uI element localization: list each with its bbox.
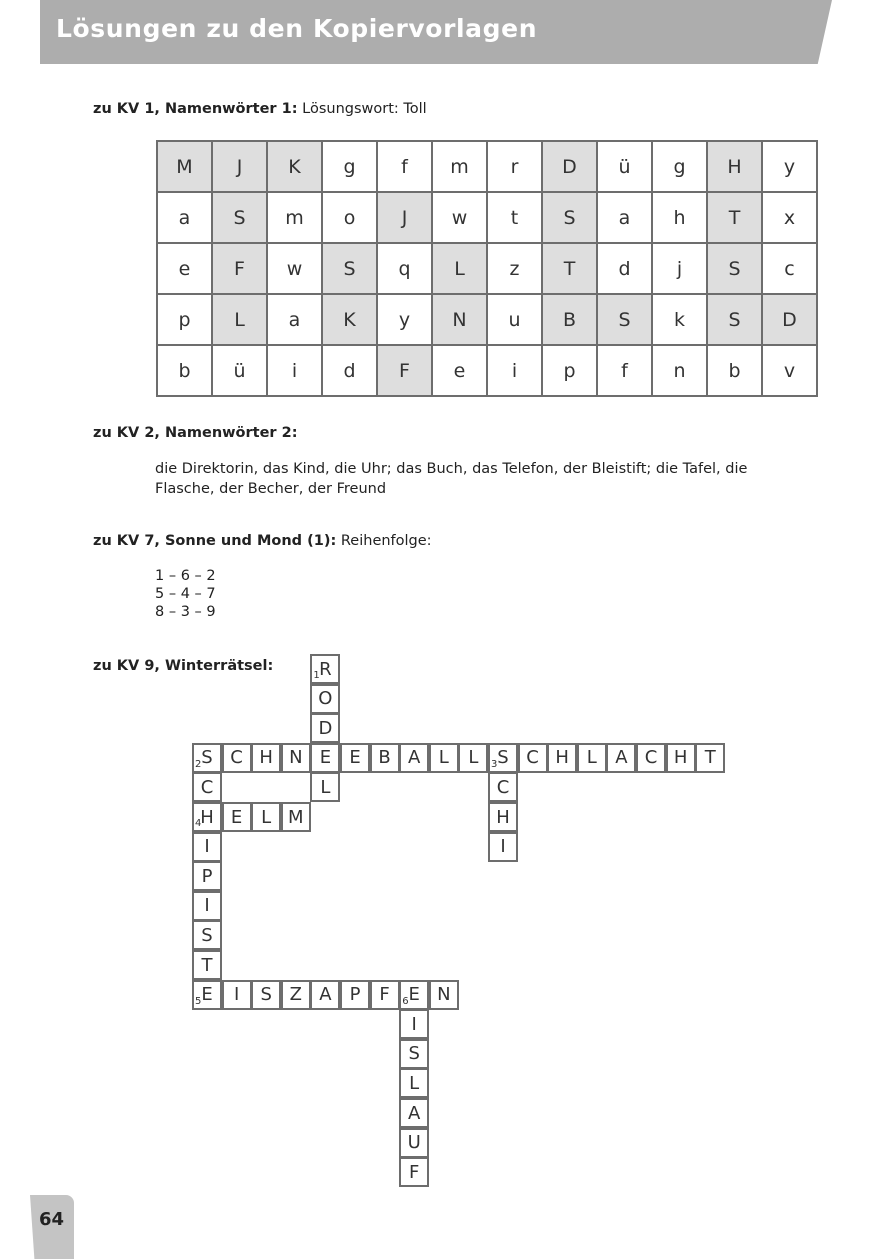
crossword-letter: S (260, 984, 272, 1006)
crossword-letter: E (319, 747, 332, 769)
grid-cell-highlighted: M (157, 141, 212, 192)
crossword-cell (222, 743, 252, 773)
grid-cell: v (762, 345, 817, 396)
crossword-cell (399, 1098, 429, 1128)
crossword-cell (310, 743, 340, 773)
crossword-cell (399, 1009, 429, 1039)
crossword-cell (281, 980, 311, 1010)
clue-number: 3 (491, 758, 498, 770)
crossword-letter: O (318, 688, 333, 710)
crossword-cell (547, 743, 577, 773)
crossword-cell (251, 743, 281, 773)
crossword-letter: E (230, 806, 243, 828)
clue-number: 1 (313, 670, 320, 681)
grid-cell-highlighted: B (542, 294, 597, 345)
grid-cell-highlighted: S (212, 192, 267, 243)
grid-cell: i (487, 345, 542, 396)
crossword-letter: I (233, 984, 240, 1006)
grid-cell-highlighted: T (707, 192, 762, 243)
grid-cell-highlighted: S (322, 243, 377, 294)
crossword-letter: P (201, 865, 213, 887)
crossword-letter: F (409, 1161, 420, 1183)
grid-cell-highlighted: K (322, 294, 377, 345)
crossword-letter: C (230, 747, 243, 769)
crossword-letter: F (379, 984, 390, 1006)
crossword-cell (606, 743, 636, 773)
grid-cell: p (542, 345, 597, 396)
crossword-letter: L (320, 776, 331, 798)
crossword-cell (192, 743, 222, 773)
grid-cell-highlighted: S (707, 243, 762, 294)
grid-cell: w (432, 192, 487, 243)
crossword-letter: Z (289, 984, 302, 1006)
clue-number: 6 (402, 995, 409, 1007)
crossword-letter: C (644, 747, 658, 769)
crossword-cell (192, 891, 222, 921)
grid-cell-highlighted: J (212, 141, 267, 192)
crossword-letter: H (673, 747, 688, 769)
grid-cell-highlighted: D (542, 141, 597, 192)
grid-cell-highlighted: N (432, 294, 487, 345)
crossword-letter: M (288, 806, 304, 828)
crossword-cell (222, 980, 252, 1010)
grid-cell: f (597, 345, 652, 396)
grid-cell: e (432, 345, 487, 396)
crossword-cell (636, 743, 666, 773)
grid-cell: a (157, 192, 212, 243)
crossword-cell (399, 1068, 429, 1098)
crossword-letter: T (201, 954, 213, 976)
grid-cell: z (487, 243, 542, 294)
grid-cell: w (267, 243, 322, 294)
kv2-heading-bold: zu KV 2, Namenwörter 2: (93, 425, 298, 441)
grid-cell: p (157, 294, 212, 345)
crossword-cell (429, 743, 459, 773)
crossword-letter: N (437, 984, 451, 1006)
kv9-heading-bold: zu KV 9, Winterrätsel: (93, 658, 274, 674)
page-title: Lösungen zu den Kopiervorlagen (56, 14, 538, 43)
page-number: 64 (39, 1209, 65, 1230)
grid-cell: k (652, 294, 707, 345)
crossword-cell (222, 802, 252, 832)
crossword-letter: I (500, 836, 506, 858)
crossword-letter: S (497, 747, 509, 769)
crossword-letter: R (319, 658, 332, 680)
crossword-letter: H (555, 747, 569, 769)
grid-cell: b (707, 345, 762, 396)
crossword-letter: L (586, 747, 597, 769)
crossword-cell (192, 920, 222, 950)
kv2-answer-text: die Direktorin, das Kind, die Uhr; das Buch, das Telefon, der Bleistift; die Tafel, die Flasche, der Becher, der Freund (155, 461, 748, 497)
crossword-letter: A (615, 747, 628, 769)
crossword-cell (310, 980, 340, 1010)
crossword-letter: H (496, 806, 510, 828)
grid-cell-highlighted: L (432, 243, 487, 294)
grid-cell: a (597, 192, 652, 243)
grid-cell: q (377, 243, 432, 294)
grid-cell-highlighted: F (212, 243, 267, 294)
grid-cell-highlighted: S (542, 192, 597, 243)
crossword-cell (458, 743, 488, 773)
grid-cell: h (652, 192, 707, 243)
crossword-cell (192, 832, 222, 862)
crossword-letter: E (201, 984, 213, 1006)
crossword-cell (192, 802, 222, 832)
crossword-cell (370, 980, 400, 1010)
crossword-letter: S (201, 747, 213, 769)
crossword-letter: P (349, 984, 361, 1006)
crossword-cell (340, 743, 370, 773)
crossword-letter: L (438, 747, 449, 769)
grid-cell: i (267, 345, 322, 396)
grid-cell: t (487, 192, 542, 243)
clue-number: 4 (195, 818, 202, 829)
grid-cell: f (377, 141, 432, 192)
crossword-cell (399, 1039, 429, 1069)
crossword-cell (695, 743, 725, 773)
kv7-heading-bold: zu KV 7, Sonne und Mond (1): (93, 533, 337, 549)
grid-cell-highlighted: S (707, 294, 762, 345)
grid-cell-highlighted: L (212, 294, 267, 345)
crossword-letter: C (496, 776, 510, 798)
kv7-sequence-line: 5 – 4 – 7 (155, 586, 216, 602)
crossword-letter: T (704, 747, 716, 769)
grid-cell: n (652, 345, 707, 396)
crossword-cell (281, 743, 311, 773)
grid-cell: o (322, 192, 377, 243)
crossword-letter: S (201, 924, 213, 946)
clue-number: 5 (195, 995, 202, 1007)
crossword-letter: A (408, 1102, 421, 1124)
grid-cell-highlighted: T (542, 243, 597, 294)
crossword-letter: S (408, 1043, 420, 1065)
kv7-heading-rest: Reihenfolge: (336, 533, 432, 549)
grid-cell-highlighted: H (707, 141, 762, 192)
crossword-cell (340, 980, 370, 1010)
grid-cell-highlighted: J (377, 192, 432, 243)
clue-number: 2 (195, 758, 202, 770)
grid-cell-highlighted: F (377, 345, 432, 396)
crossword-letter: N (289, 747, 303, 769)
crossword-cell (399, 980, 429, 1010)
crossword-cell (310, 684, 340, 714)
grid-cell: r (487, 141, 542, 192)
crossword-letter: A (319, 984, 332, 1006)
crossword-cell (429, 980, 459, 1010)
crossword-cell (370, 743, 400, 773)
crossword-letter: H (259, 747, 273, 769)
crossword-cell (488, 802, 518, 832)
crossword-letter: H (200, 806, 214, 828)
grid-cell: m (432, 141, 487, 192)
crossword-letter: A (408, 747, 421, 769)
grid-cell: y (377, 294, 432, 345)
crossword-cell (192, 861, 222, 891)
crossword-letter: U (407, 1132, 421, 1154)
grid-cell: d (322, 345, 377, 396)
grid-cell: g (322, 141, 377, 192)
crossword-cell (281, 802, 311, 832)
crossword-cell (192, 950, 222, 980)
crossword-cell (488, 743, 518, 773)
crossword-letter: B (378, 747, 391, 769)
crossword-letter: C (526, 747, 539, 769)
crossword-cell (310, 713, 340, 743)
crossword-cell (488, 832, 518, 862)
grid-cell: e (157, 243, 212, 294)
crossword-letter: I (204, 836, 210, 858)
grid-cell-highlighted: S (597, 294, 652, 345)
kv7-sequence-line: 8 – 3 – 9 (155, 604, 216, 620)
crossword-cell (192, 980, 222, 1010)
crossword-cell (577, 743, 607, 773)
crossword-cell (251, 980, 281, 1010)
grid-cell: j (652, 243, 707, 294)
grid-cell: ü (212, 345, 267, 396)
kv1-heading-bold: zu KV 1, Namenwörter 1: (93, 101, 298, 117)
crossword-letter: L (409, 1072, 420, 1094)
grid-cell: u (487, 294, 542, 345)
crossword-letter: I (411, 1013, 417, 1035)
grid-cell: g (652, 141, 707, 192)
grid-cell: a (267, 294, 322, 345)
grid-cell-highlighted: D (762, 294, 817, 345)
grid-cell: ü (597, 141, 652, 192)
crossword-cell (518, 743, 548, 773)
kv1-heading-solution: Lösungswort: Toll (297, 101, 427, 117)
grid-cell: d (597, 243, 652, 294)
crossword-letter: E (349, 747, 361, 769)
grid-cell: x (762, 192, 817, 243)
crossword-cell (251, 802, 281, 832)
crossword-letter: E (408, 984, 420, 1006)
grid-cell: y (762, 141, 817, 192)
crossword-cell (192, 772, 222, 802)
crossword-cell (310, 654, 340, 684)
crossword-cell (488, 772, 518, 802)
crossword-letter: D (318, 717, 333, 739)
crossword-cell (310, 772, 340, 802)
grid-cell: b (157, 345, 212, 396)
crossword-letter: L (468, 747, 479, 769)
crossword-letter: C (200, 776, 214, 798)
grid-cell: m (267, 192, 322, 243)
crossword-cell (399, 1128, 429, 1158)
crossword-letter: I (204, 895, 210, 917)
grid-cell: c (762, 243, 817, 294)
crossword-cell (399, 743, 429, 773)
crossword-cell (666, 743, 696, 773)
crossword-cell (399, 1157, 429, 1187)
grid-cell-highlighted: K (267, 141, 322, 192)
crossword-letter: L (261, 806, 272, 828)
kv7-sequence-line: 1 – 6 – 2 (155, 568, 216, 584)
